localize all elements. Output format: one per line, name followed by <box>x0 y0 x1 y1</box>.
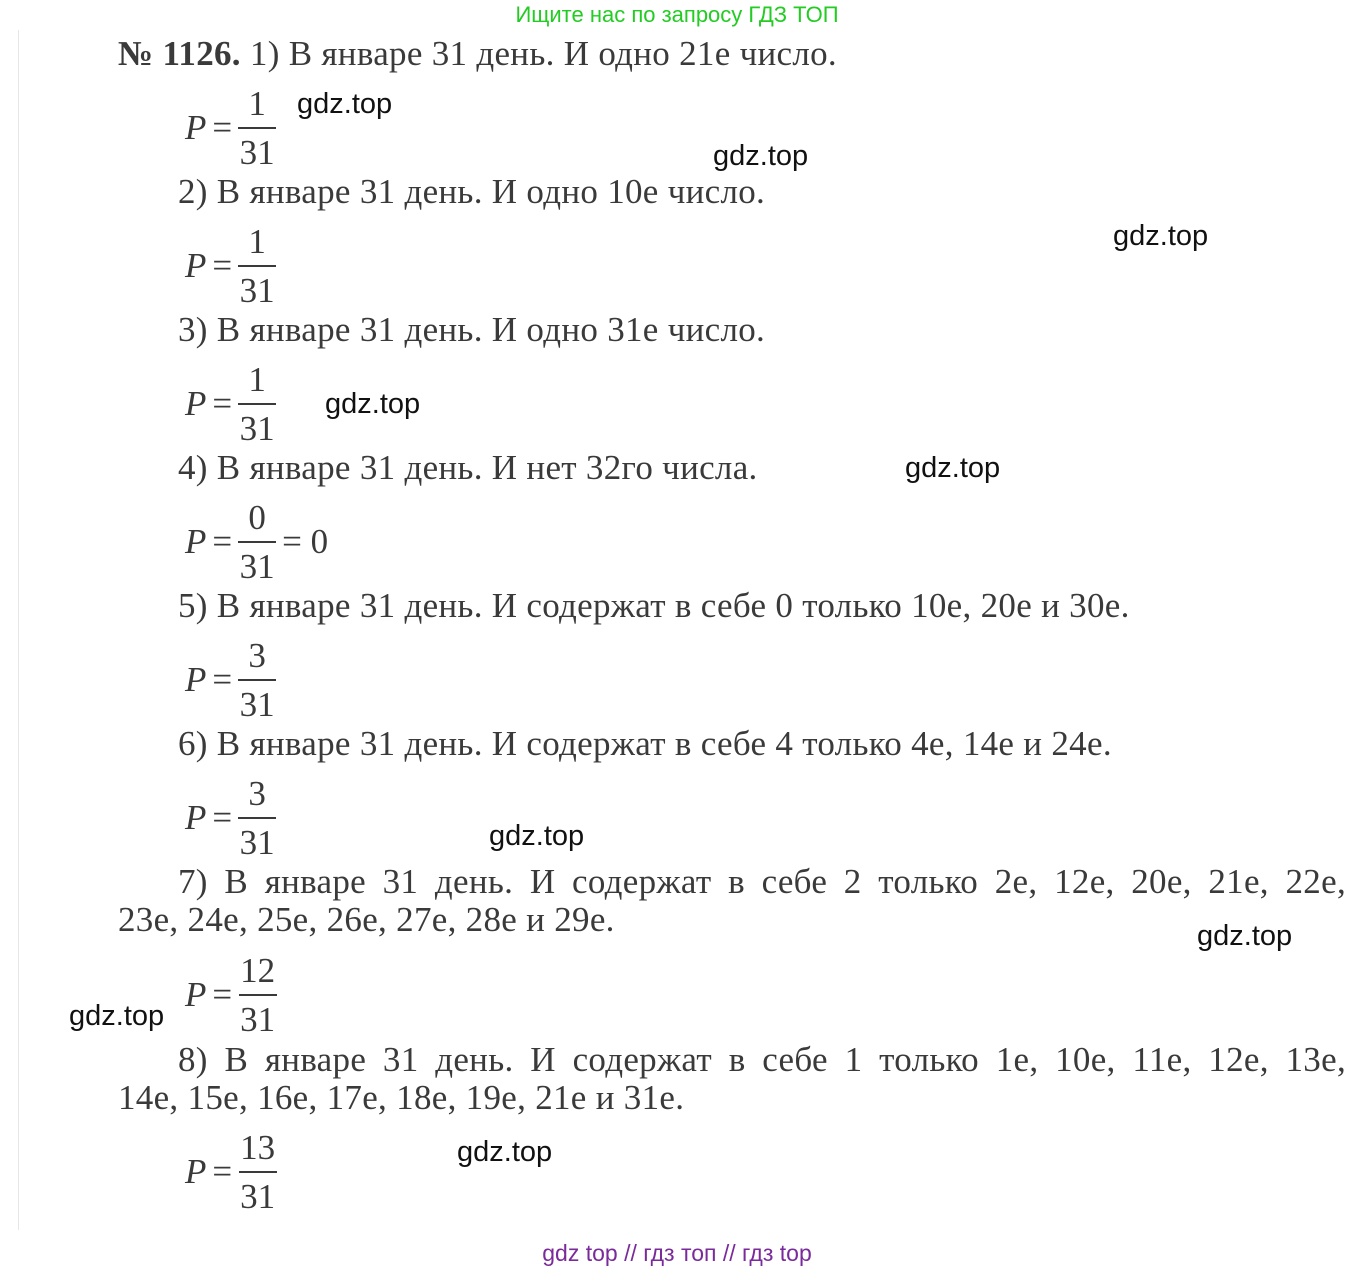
item-6-formula <box>185 776 276 860</box>
item-8-text-line1: 8) В январе 31 день. И содержат в себе 1 только 1е, 10е, 11е, 12е, 13е, <box>178 1040 1346 1079</box>
equals-sign: = <box>212 108 233 147</box>
item-8-text-line2: 14е, 15е, 16е, 17е, 18е, 19е, 21е и 31е. <box>118 1078 685 1117</box>
p-symbol: P <box>185 246 207 285</box>
item-7-text-line2: 23е, 24е, 25е, 26е, 27е, 28е и 29е. <box>118 900 615 939</box>
numerator: 0 <box>248 498 266 537</box>
p-symbol: P <box>185 384 207 423</box>
equals-sign: = <box>212 975 233 1014</box>
item-4-text: 4) В январе 31 день. И нет 32го числа. <box>178 448 758 487</box>
p-symbol: P <box>185 522 207 561</box>
denominator: 31 <box>239 547 275 586</box>
bottom-banner: gdz top // гдз топ // гдз top <box>542 1240 812 1266</box>
item-2-text: 2) В январе 31 день. И одно 10е число. <box>178 172 766 211</box>
denominator: 31 <box>239 409 275 448</box>
problem-number: № 1126. <box>118 34 241 73</box>
denominator: 31 <box>240 1177 276 1216</box>
numerator: 12 <box>240 951 276 990</box>
denominator: 31 <box>239 685 275 724</box>
watermark: gdz.top <box>325 388 421 420</box>
fraction <box>238 224 276 308</box>
item-3-text: 3) В январе 31 день. И одно 31е число. <box>178 310 766 349</box>
numerator: 3 <box>248 774 266 813</box>
fraction <box>238 953 277 1037</box>
fraction <box>238 86 276 170</box>
denominator: 31 <box>239 271 275 310</box>
item-1-text <box>118 34 837 74</box>
numerator: 1 <box>248 360 266 399</box>
item-7-text-line1: 7) В январе 31 день. И содержат в себе 2 только 2е, 12е, 20е, 21е, 22е, <box>178 862 1346 901</box>
scan-edge <box>18 30 19 1230</box>
fraction <box>238 638 276 722</box>
item-5-formula <box>185 638 276 722</box>
equals-sign: = <box>212 246 233 285</box>
watermark: gdz.top <box>457 1136 553 1168</box>
denominator: 31 <box>240 1000 276 1039</box>
item-4-formula <box>185 500 328 584</box>
p-symbol: P <box>185 975 207 1014</box>
item-1-formula <box>185 86 276 170</box>
equals-sign: = <box>212 522 233 561</box>
item-1-statement: 1) В январе 31 день. И одно 21е число. <box>249 34 837 73</box>
p-symbol: P <box>185 108 207 147</box>
numerator: 1 <box>248 84 266 123</box>
denominator: 31 <box>239 823 275 862</box>
item-6-text: 6) В январе 31 день. И содержат в себе 4 только 4е, 14е и 24е. <box>178 724 1112 763</box>
p-symbol: P <box>185 1152 207 1191</box>
equals-sign: = <box>212 798 233 837</box>
watermark: gdz.top <box>297 88 393 120</box>
item-7-formula <box>185 953 277 1037</box>
item-3-formula <box>185 362 276 446</box>
item-8-formula <box>185 1130 277 1214</box>
fraction <box>238 362 276 446</box>
p-symbol: P <box>185 798 207 837</box>
equals-sign: = <box>212 384 233 423</box>
numerator: 1 <box>248 222 266 261</box>
watermark: gdz.top <box>69 1000 165 1032</box>
equals-sign: = <box>212 660 233 699</box>
numerator: 3 <box>248 636 266 675</box>
numerator: 13 <box>240 1128 276 1167</box>
watermark: gdz.top <box>905 452 1001 484</box>
watermark: gdz.top <box>713 140 809 172</box>
watermark: gdz.top <box>1197 920 1293 952</box>
denominator: 31 <box>239 133 275 172</box>
equals-sign: = <box>212 1152 233 1191</box>
fraction <box>238 1130 277 1214</box>
item-2-formula <box>185 224 276 308</box>
fraction <box>238 500 276 584</box>
watermark: gdz.top <box>1113 220 1209 252</box>
fraction <box>238 776 276 860</box>
item-5-text: 5) В январе 31 день. И содержат в себе 0 только 10е, 20е и 30е. <box>178 586 1130 625</box>
result-value: = 0 <box>282 522 329 561</box>
top-banner: Ищите нас по запросу ГДЗ ТОП <box>515 2 839 27</box>
watermark: gdz.top <box>489 820 585 852</box>
p-symbol: P <box>185 660 207 699</box>
